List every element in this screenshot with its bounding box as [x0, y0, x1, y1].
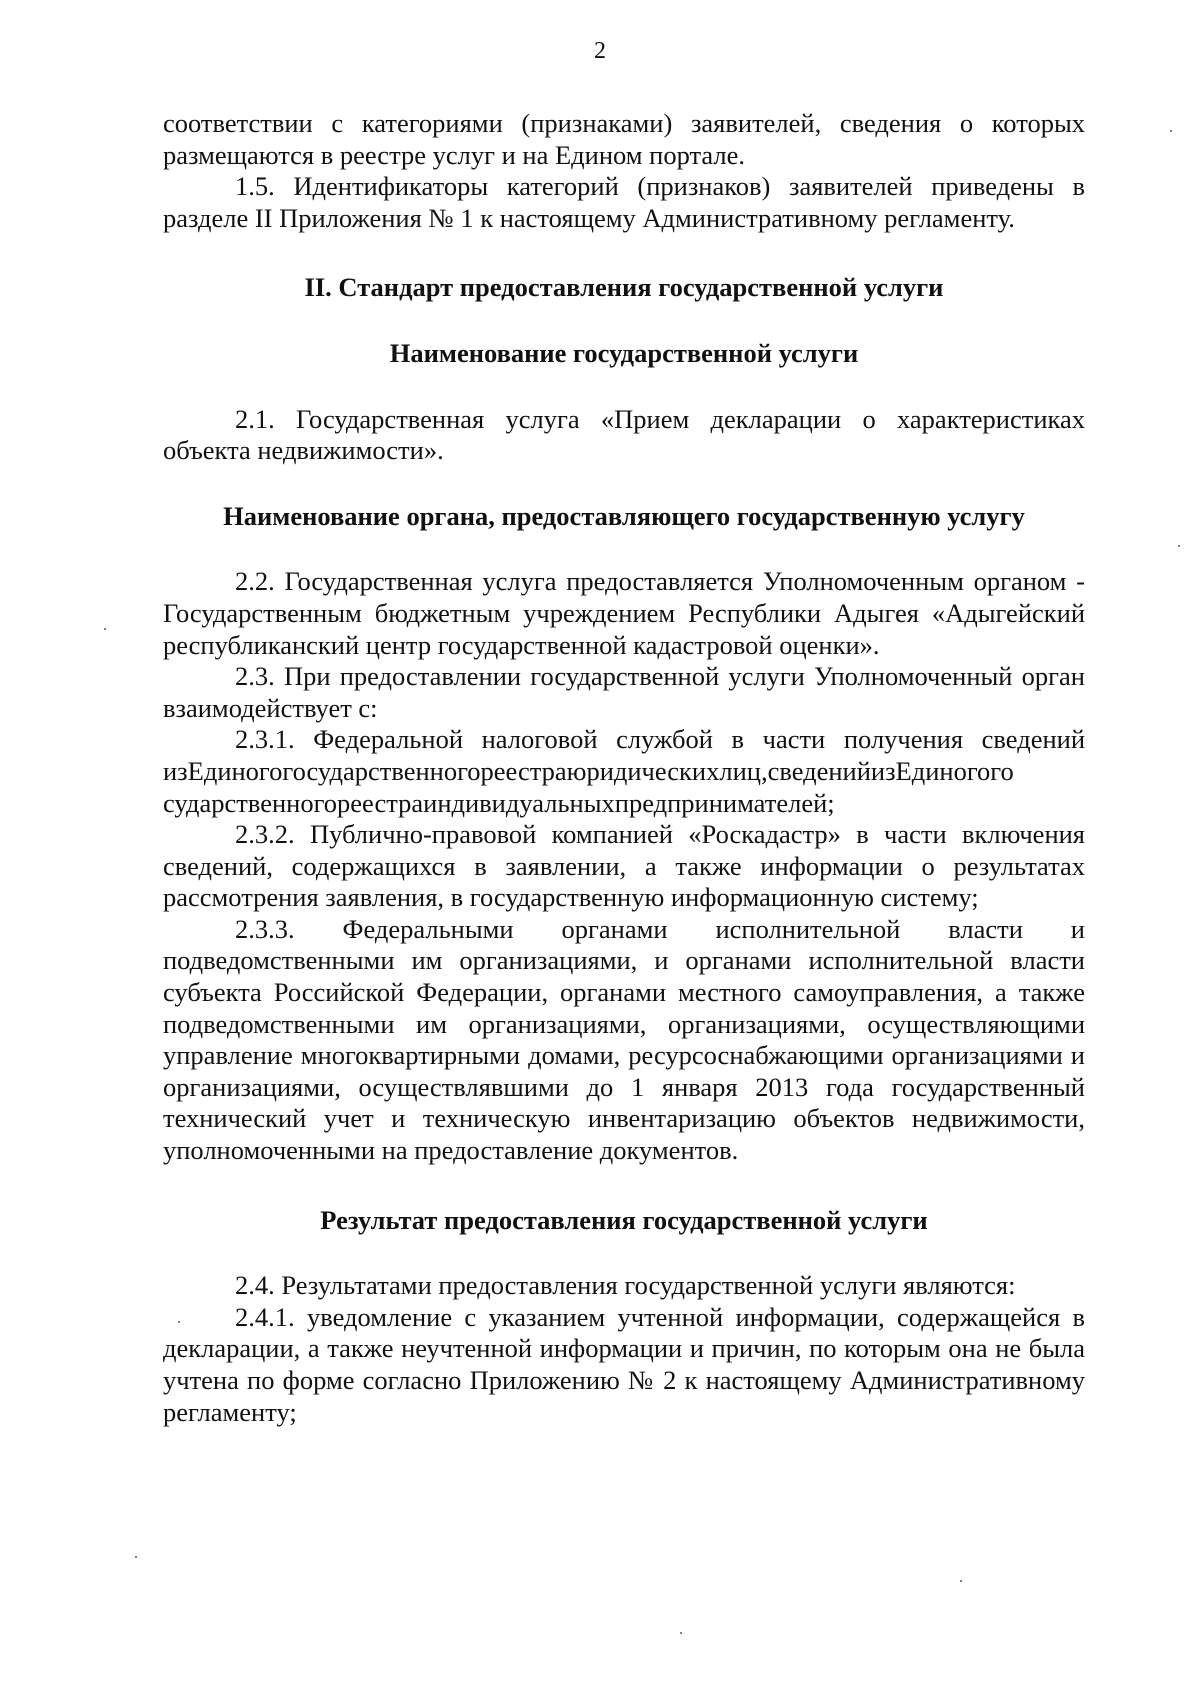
scan-speck — [680, 1632, 682, 1634]
document-body — [163, 108, 1085, 1428]
paragraph-2-3: 2.3. При предоставлении государственной услуги Уполномоченный орган взаимодействует с: — [163, 661, 1085, 723]
scan-speck — [1178, 545, 1180, 547]
paragraph-1-5: 1.5. Идентификаторы категорий (признаков) заявителей приведены в разделе II Приложения № 1 к настоящему Административному регламенту. — [163, 171, 1085, 233]
page-number: 2 — [594, 38, 606, 64]
paragraph-2-4: 2.4. Результатами предоставления государственной услуги являются: — [235, 1270, 1016, 1301]
subheading-result: Результат предоставления государственной услуги — [320, 1204, 928, 1235]
paragraph-2-4-1: 2.4.1. уведомление с указанием учтенной информации, содержащейся в декларации, а также неучтенной информации и причин, по которым она не была учтена по форме согласно Приложению № 2 к настоящему Административному регламенту; — [163, 1301, 1085, 1427]
paragraph-2-1: 2.1. Государственная услуга «Прием декларации о характеристиках объекта недвижимости». — [163, 403, 1085, 466]
paragraph-2-3-2: 2.3.2. Публично-правовой компанией «Роскадастр» в части включения сведений, содержащихся в заявлении, а также информации о результатах рассмотрения заявления, в государственную информационную систему; — [163, 819, 1085, 913]
section-heading-ii: II. Стандарт предоставления государственной услуги — [304, 272, 944, 303]
paragraph-2-3-1-line1: 2.3.1. Федеральной налоговой службой в части получения сведений — [235, 724, 1085, 755]
subheading-service-name: Наименование государственной услуги — [389, 337, 859, 368]
paragraph-2-2: 2.2. Государственная услуга предоставляется Уполномоченным органом - Государственным бюджетным учреждением Республики Адыгея «Адыгейский республиканский центр государственной кадастровой оценки». — [163, 566, 1085, 660]
paragraph-2-3-3: 2.3.3. Федеральными органами исполнительной власти и подведомственными им организациями, и органами исполнительной власти субъекта Российской Федерации, органами местного самоуправления, а также подведомственными им организациями, организациями, осуществляющими управление многоквартирными домами, ресурсоснабжающими организациями и организациями, осуществлявшими до 1 января 2013 года государственный технический учет и техническую инвентаризацию объектов недвижимости, уполномоченными на предоставление документов. — [163, 913, 1085, 1166]
paragraph-2-3-1-line2: изЕдиногогосударственногореестраюридическихлиц,сведенийизЕдиногого — [163, 755, 1014, 786]
scan-speck — [960, 1580, 962, 1582]
paragraph-continuation: соответствии с категориями (признаками) заявителей, сведения о которых размещаются в реестре услуг и на Едином портале. — [163, 108, 1085, 170]
scan-speck — [1170, 130, 1172, 132]
subheading-authority-name: Наименование органа, предоставляющего государственную услугу — [223, 500, 1025, 531]
scan-speck — [104, 628, 106, 630]
scan-speck — [135, 1556, 137, 1558]
paragraph-2-3-1-line3: сударственногореестраиндивидуальныхпредпринимателей; — [163, 787, 835, 818]
scan-speck — [178, 1321, 180, 1323]
